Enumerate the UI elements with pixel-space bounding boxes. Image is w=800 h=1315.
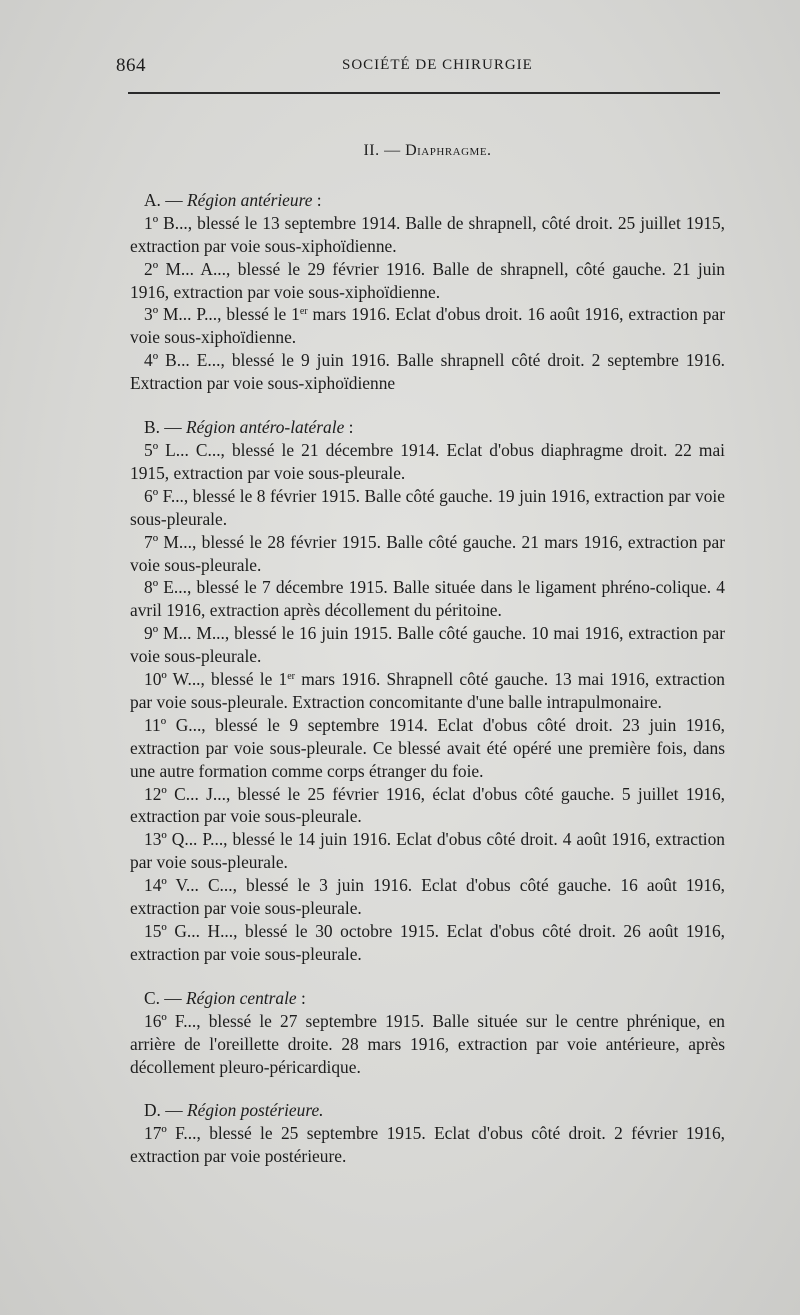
case-entry: 11º G..., blessé le 9 septembre 1914. Eclat d'obus côté droit. 23 juin 1916, extraction par voie sous-pleurale. Ce blessé avait été opéré une première fois, dans une autre formation comme corps étranger du foie. [130,714,725,781]
page-number: 864 [116,55,146,76]
case-entry: 9º M... M..., blessé le 16 juin 1915. Balle côté gauche. 10 mai 1916, extraction par voie sous-pleurale. [130,623,725,667]
case-entry: 13º Q... P..., blessé le 14 juin 1916. Eclat d'obus côté droit. 4 août 1916, extraction par voie sous-pleurale. [130,829,725,873]
case-entry: 12º C... J..., blessé le 25 février 1916, éclat d'obus côté gauche. 5 juillet 1916, extraction par voie sous-pleurale. [130,783,725,827]
group-letter: A. — [144,189,183,210]
group-heading-c [130,987,725,1010]
case-entry: 8º E..., blessé le 7 décembre 1915. Balle située dans le ligament phréno-colique. 4 avril 1916, extraction après décollement du péritoine. [130,577,725,621]
group-heading-d [130,1099,725,1122]
header-rule [128,92,720,94]
case-entry: 1º B..., blessé le 13 septembre 1914. Balle de shrapnell, côté droit. 25 juillet 1915, extraction par voie sous-xiphoïdienne. [130,212,725,256]
group-letter: C. — [144,987,182,1008]
case-entry: 3º M... P..., blessé le 1er mars 1916. Eclat d'obus droit. 16 août 1916, extraction par voie sous-xiphoïdienne. [130,304,725,348]
group-letter: B. — [144,417,182,438]
group-region: Région antéro-latérale [186,417,345,438]
section-name: Diaphragme. [405,142,492,159]
group-colon: : [344,417,354,438]
group-colon: : [312,189,322,210]
case-entry: 16º F..., blessé le 27 septembre 1915. Balle située sur le centre phrénique, en arrière de l'oreillette droite. 28 mars 1916, extraction par voie antérieure, après décollement pleuro-péricardique. [130,1010,725,1077]
group-region: Région centrale [186,987,297,1008]
journal-title: SOCIÉTÉ DE CHIRURGIE [342,57,533,73]
group-heading-b [130,416,725,439]
case-entry: 15º G... H..., blessé le 30 octobre 1915. Eclat d'obus côté droit. 26 août 1916, extraction par voie sous-pleurale. [130,921,725,964]
group-colon: : [296,987,306,1008]
case-entry: 10º W..., blessé le 1er mars 1916. Shrapnell côté gauche. 13 mai 1916, extraction par voie sous-pleurale. Extraction concomitante d'une balle intrapulmonaire. [130,669,725,712]
case-entry: 7º M..., blessé le 28 février 1915. Balle côté gauche. 21 mars 1916, extraction par voie sous-pleurale. [130,531,725,575]
case-entry: 6º F..., blessé le 8 février 1915. Balle côté gauche. 19 juin 1916, extraction par voie sous-pleurale. [130,485,725,529]
case-entry: 17º F..., blessé le 25 septembre 1915. Eclat d'obus côté droit. 2 février 1916, extraction par voie postérieure. [130,1123,725,1167]
group-heading-a [130,189,725,212]
section-title [130,140,725,163]
group-letter: D. — [144,1100,183,1121]
case-entry: 5º L... C..., blessé le 21 décembre 1914. Eclat d'obus diaphragme droit. 22 mai 1915, extraction par voie sous-pleurale. [130,439,725,483]
case-entry: 2º M... A..., blessé le 29 février 1916. Balle de shrapnell, côté gauche. 21 juin 1916, extraction par voie sous-xiphoïdienne. [130,258,725,302]
group-region: Région postérieure. [187,1100,324,1121]
ordinal-suffix: er [299,306,308,318]
group-region: Région antérieure [187,189,313,210]
ordinal-suffix: er [287,671,295,683]
body-text [130,140,725,1168]
section-number: II. — [363,142,401,159]
case-entry: 4º B... E..., blessé le 9 juin 1916. Balle shrapnell côté droit. 2 septembre 1916. Extraction par voie sous-xiphoïdienne [130,350,725,394]
case-entry: 14º V... C..., blessé le 3 juin 1916. Eclat d'obus côté gauche. 16 août 1916, extraction par voie sous-pleurale. [130,875,725,919]
